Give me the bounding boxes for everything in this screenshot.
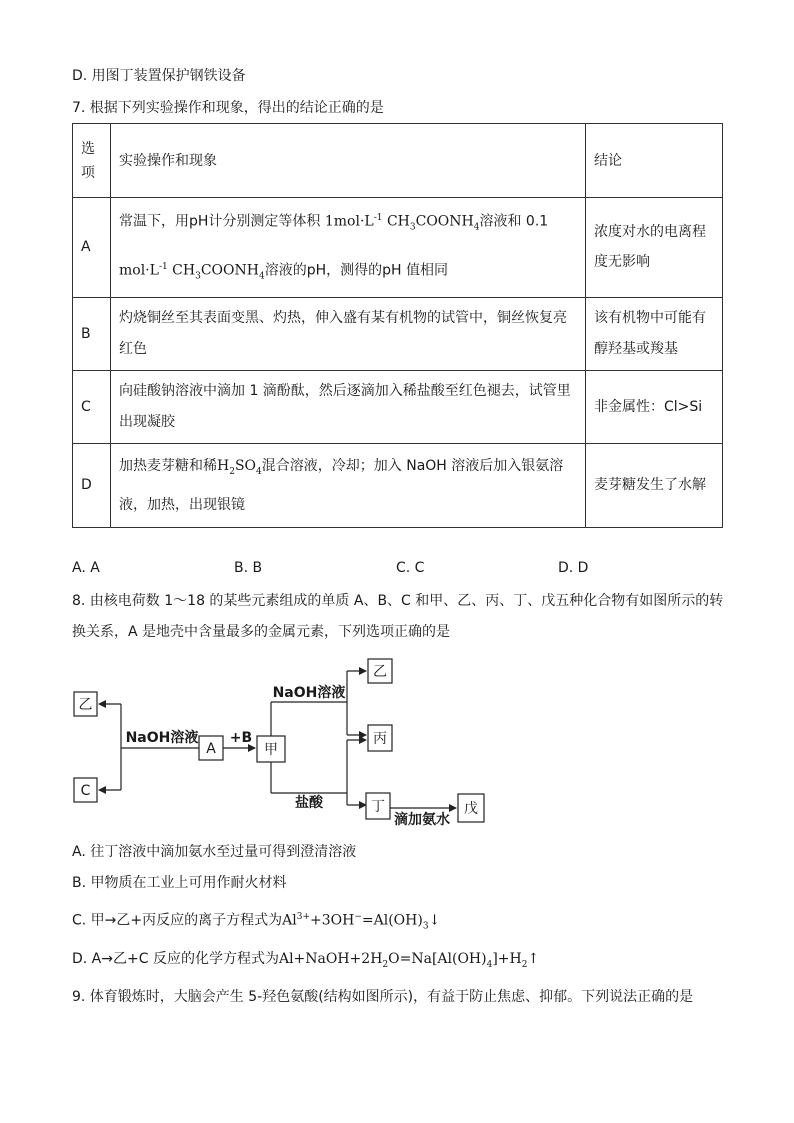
question-8-stem-line1: 8. 由核电荷数 1～18 的某些元素组成的单质 A、B、C 和甲、乙、丙、丁、戊五种化合物有如图所示的转	[72, 593, 724, 609]
row-conclusion: 麦芽糖发生了水解	[586, 443, 723, 527]
label-yi-right: 乙	[373, 664, 387, 680]
question-7-table	[72, 123, 723, 528]
label-c: C	[80, 783, 91, 799]
label-bing: 丙	[373, 731, 387, 747]
label-nh3: 滴加氨水	[394, 812, 450, 828]
table-row	[73, 370, 723, 443]
label-ding: 丁	[371, 799, 385, 815]
row-option: A	[73, 198, 111, 298]
reaction-diagram	[68, 650, 498, 830]
row-operation: 向硅酸钠溶液中滴加 1 滴酚酞，然后逐滴加入稀盐酸至红色褪去，试管里 出现凝胶	[111, 370, 586, 443]
table-row	[73, 198, 723, 298]
label-plus-b: +B	[229, 730, 253, 746]
label-a: A	[206, 741, 216, 757]
q8-option-d[interactable]: D. A→乙+C 反应的化学方程式为$Al+NaOH+2H_2O=Na[Al(OH)_4]+H_2↑$	[72, 951, 540, 970]
row-option: D	[73, 443, 111, 527]
row-option: B	[73, 297, 111, 370]
q8-option-b[interactable]: B. 甲物质在工业上可用作耐火材料	[72, 875, 287, 891]
header-operation: 实验操作和现象	[111, 124, 586, 198]
question-7-stem: 7. 根据下列实验操作和现象，得出的结论正确的是	[72, 100, 384, 116]
table-row	[73, 443, 723, 527]
row-option: C	[73, 370, 111, 443]
label-naoh-left: NaOH溶液	[125, 730, 199, 746]
header-option: 选 项	[73, 124, 111, 198]
label-naoh-top: NaOH溶液	[272, 685, 346, 701]
q8-option-a[interactable]: A. 往丁溶液中滴加氨水至过量可得到澄清溶液	[72, 844, 357, 860]
table-header-row	[73, 124, 723, 198]
question-8-stem-line2: 换关系，A 是地壳中含量最多的金属元素，下列选项正确的是	[72, 624, 451, 640]
row-conclusion: 该有机物中可能有 醇羟基或羧基	[586, 297, 723, 370]
question-9-stem: 9. 体育锻炼时，大脑会产生 5-羟色氨酸(结构如图所示)，有益于防止焦虑、抑郁。下列说法正确的是	[72, 989, 694, 1005]
label-yi-left: 乙	[78, 697, 93, 713]
row-operation: 常温下，用pH计分别测定等体积 $1mol\cdot L^{-1}$ $CH_3COONH_4$溶液和 0.1 $mol\cdot L^{-1}$ $CH_3COONH_4$溶液的pH，测得的pH 值相同	[111, 198, 586, 298]
choice-d[interactable]: D. D	[558, 560, 589, 576]
label-jia: 甲	[264, 742, 278, 758]
label-wu: 戊	[464, 801, 478, 817]
row-operation: 加热麦芽糖和稀$H_2SO_4$混合溶液，冷却；加入 NaOH 溶液后加入银氨溶 液，加热，出现银镜	[111, 443, 586, 527]
prev-option-d: D. 用图丁装置保护钢铁设备	[72, 68, 246, 84]
row-conclusion: 非金属性：Cl>Si	[586, 370, 723, 443]
row-operation: 灼烧铜丝至其表面变黑、灼热，伸入盛有某有机物的试管中，铜丝恢复亮 红色	[111, 297, 586, 370]
question-7-choices	[72, 560, 722, 580]
row-conclusion: 浓度对水的电离程 度无影响	[586, 198, 723, 298]
choice-a[interactable]: A. A	[72, 560, 100, 576]
header-conclusion: 结论	[586, 124, 723, 198]
label-hcl: 盐酸	[295, 795, 323, 811]
table-row	[73, 297, 723, 370]
choice-b[interactable]: B. B	[234, 560, 263, 576]
q8-option-c[interactable]: C. 甲→乙+丙反应的离子方程式为$Al^{3+}+3OH^-=Al(OH)_3↓$	[72, 912, 441, 932]
choice-c[interactable]: C. C	[396, 560, 425, 576]
